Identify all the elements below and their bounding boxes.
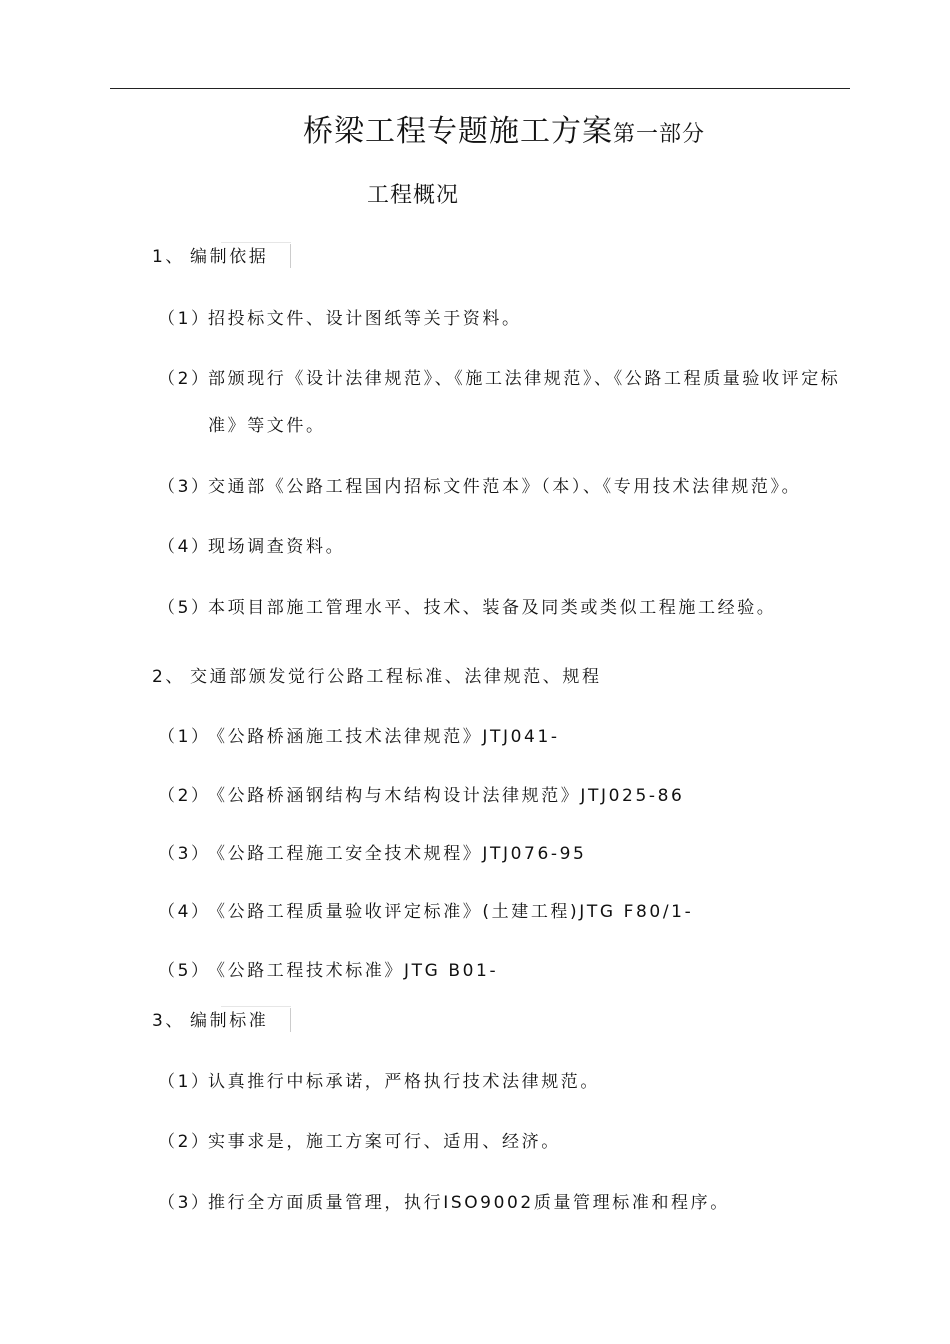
item-number: （4） — [158, 902, 211, 922]
section-subtitle: 工程概况 — [367, 183, 460, 208]
item-text: 《公路工程技术标准》JTG B01- — [208, 961, 499, 981]
item-number: （1） — [158, 1072, 211, 1092]
field-mark — [290, 244, 291, 268]
item-number: （1） — [158, 309, 211, 329]
item-number: （2） — [158, 786, 211, 806]
list-item — [158, 842, 586, 866]
section-title: 编制依据 — [190, 247, 269, 267]
list-item — [158, 367, 840, 391]
title-main: 桥梁工程专题施工方案 — [303, 114, 613, 149]
header-rule — [110, 88, 850, 89]
item-text: 《公路工程施工安全技术规程》JTJ076-95 — [208, 844, 587, 864]
list-item — [158, 725, 560, 749]
item-number: （5） — [158, 961, 211, 981]
list-item — [158, 307, 522, 331]
item-number: （4） — [158, 537, 211, 557]
item-text: 现场调查资料。 — [208, 537, 346, 557]
item-text-continuation: 准》等文件。 — [208, 416, 326, 436]
item-number: （3） — [158, 1193, 211, 1213]
list-item — [158, 475, 801, 499]
item-text: 认真推行中标承诺，严格执行技术法律规范。 — [208, 1072, 600, 1092]
list-item — [158, 1070, 600, 1094]
list-item — [158, 1191, 730, 1215]
item-text: 招投标文件、设计图纸等关于资料。 — [208, 309, 522, 329]
item-text: 本项目部施工管理水平、技术、装备及同类或类似工程施工经验。 — [208, 598, 777, 618]
title-part: 第一部分 — [613, 122, 706, 147]
section-number: 2、 — [152, 667, 186, 687]
list-item — [158, 959, 498, 983]
item-number: （3） — [158, 477, 211, 497]
section-title: 编制标准 — [190, 1011, 269, 1031]
item-number: （3） — [158, 844, 211, 864]
item-text: 实事求是，施工方案可行、适用、经济。 — [208, 1132, 561, 1152]
list-item — [158, 535, 345, 559]
item-text: 《公路桥涵施工技术法律规范》JTJ041- — [208, 727, 560, 747]
item-number: （1） — [158, 727, 211, 747]
item-text: 部颁现行《设计法律规范》、《施工法律规范》、《公路工程质量验收评定标 — [208, 369, 841, 389]
field-mark — [290, 1008, 291, 1032]
section-number: 1、 — [152, 247, 186, 267]
item-number: （2） — [158, 369, 211, 389]
item-text: 推行全方面质量管理，执行ISO9002质量管理标准和程序。 — [208, 1193, 730, 1213]
list-item — [158, 900, 693, 924]
item-text: 《公路工程质量验收评定标准》(土建工程)JTG F80/1- — [208, 902, 694, 922]
section-heading — [152, 245, 268, 269]
item-number: （2） — [158, 1132, 211, 1152]
list-item — [158, 1130, 561, 1154]
section-number: 3、 — [152, 1011, 186, 1031]
document-title — [303, 106, 705, 150]
item-text: 交通部《公路工程国内招标文件范本》（本）、《专用技术法律规范》。 — [208, 477, 802, 497]
item-number: （5） — [158, 598, 211, 618]
section-heading — [152, 665, 602, 689]
list-item — [158, 596, 776, 620]
item-text: 《公路桥涵钢结构与木结构设计法律规范》JTJ025-86 — [208, 786, 685, 806]
section-title: 交通部颁发觉行公路工程标准、法律规范、规程 — [190, 667, 602, 687]
list-item — [158, 784, 684, 808]
section-heading — [152, 1009, 268, 1033]
